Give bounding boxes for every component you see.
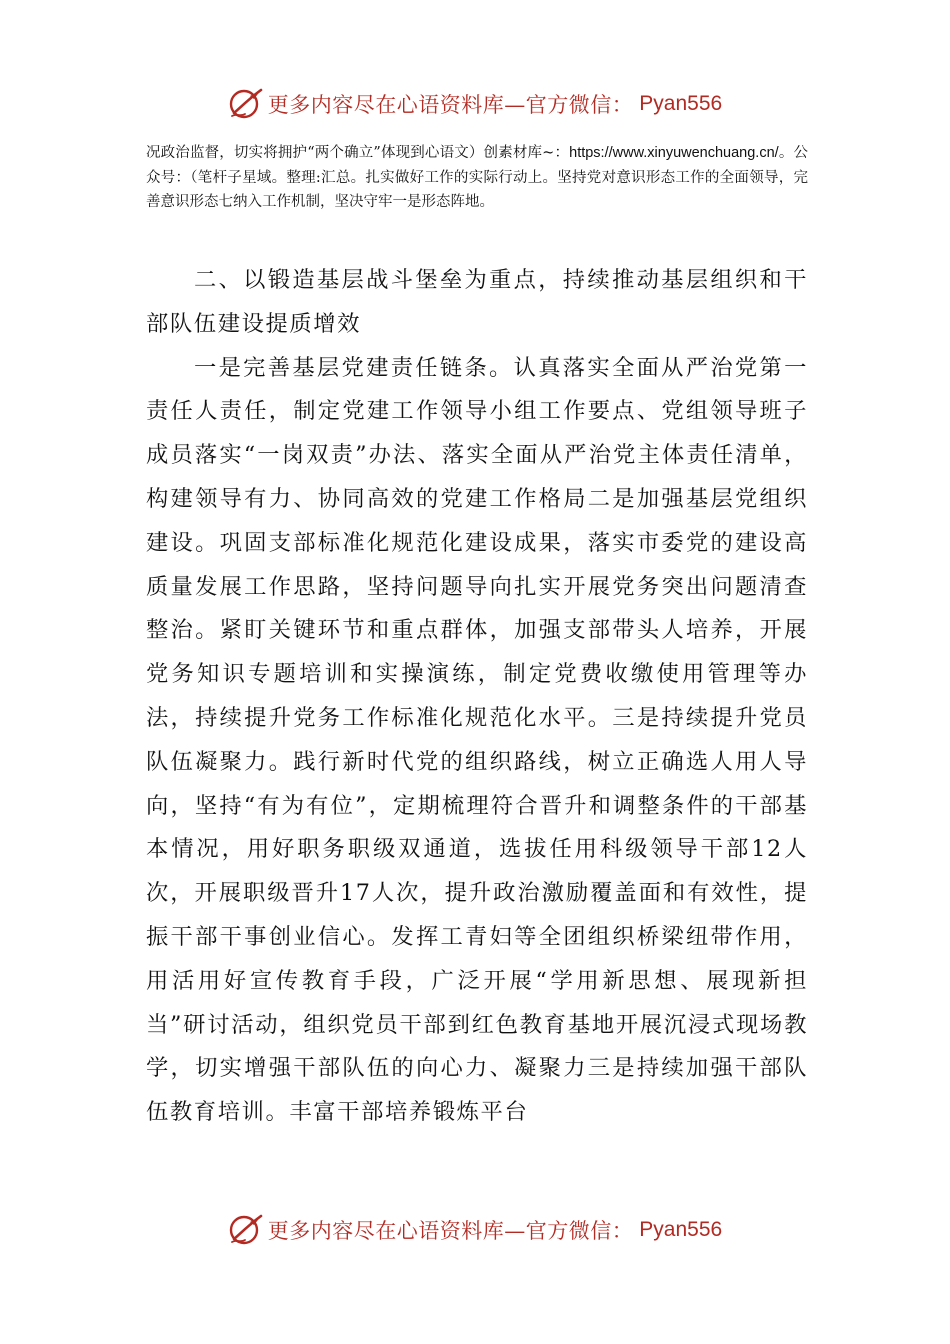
banner-wechat-id: Pyan556	[639, 92, 723, 115]
header-banner	[0, 84, 950, 124]
body-paragraph: 一是完善基层党建责任链条。认真落实全面从严治党第一责任人责任，制定党建工作领导小组工作要点、党组领导班子成员落实“一岗双责”办法、落实全面从严治党主体责任清单，构建领导有力、协同高效的党建工作格局二是加强基层党组织建设。巩固支部标准化规范化建设成果，落实市委党的建设高质量发展工作思路，坚持问题导向扎实开展党务突出问题清查整治。紧盯关键环节和重点群体，加强支部带头人培养，开展党务知识专题培训和实操演练，制定党费收缴使用管理等办法，持续提升党务工作标准化规范化水平。三是持续提升党员队伍凝聚力。践行新时代党的组织路线，树立正确选人用人导向，坚持“有为有位”，定期梳理符合晋升和调整条件的干部基本情况，用好职务职级双通道，选拔任用科级领导干部12人次，开展职级晋升17人次，提升政治激励覆盖面和有效性，提振干部干事创业信心。发挥工青妇等全团组织桥梁纽带作用，用活用好宣传教育手段，广泛开展“学用新思想、展现新担当”研讨活动，组织党员干部到红色教育基地开展沉浸式现场教学，切实增强干部队伍的向心力、凝聚力三是持续加强干部队伍教育培训。丰富干部培养锻炼平台	[146, 354, 808, 1126]
banner-wechat-id: Pyan556	[639, 1218, 723, 1241]
section-heading: 二、以锻造基层战斗堡垒为重点，持续推动基层组织和干部队伍建设提质增效	[146, 267, 808, 337]
small-paragraph	[146, 141, 808, 215]
small-paragraph-lead: 况政治监督，切实将拥护“两个确立”体现到心语文）创素材库~：	[146, 145, 570, 161]
small-paragraph-rest: 。公众号：（笔杆子星域。整理:汇总。扎实做好工作的实际行动上。坚持党对意识形态工作的全面领导，完善意识形态七纳入工作机制，坚决守牢一是形态阵地。	[146, 145, 808, 210]
quill-signature-logo	[228, 1212, 264, 1248]
small-paragraph-url: https://www.xinyuwenchuang.cn/	[569, 145, 779, 161]
banner-text: 更多内容尽在心语资料库—官方微信：	[267, 1219, 634, 1243]
quill-signature-logo	[228, 86, 264, 122]
banner-text: 更多内容尽在心语资料库—官方微信：	[267, 93, 634, 117]
footer-banner	[0, 1210, 950, 1250]
main-content	[146, 259, 808, 1135]
